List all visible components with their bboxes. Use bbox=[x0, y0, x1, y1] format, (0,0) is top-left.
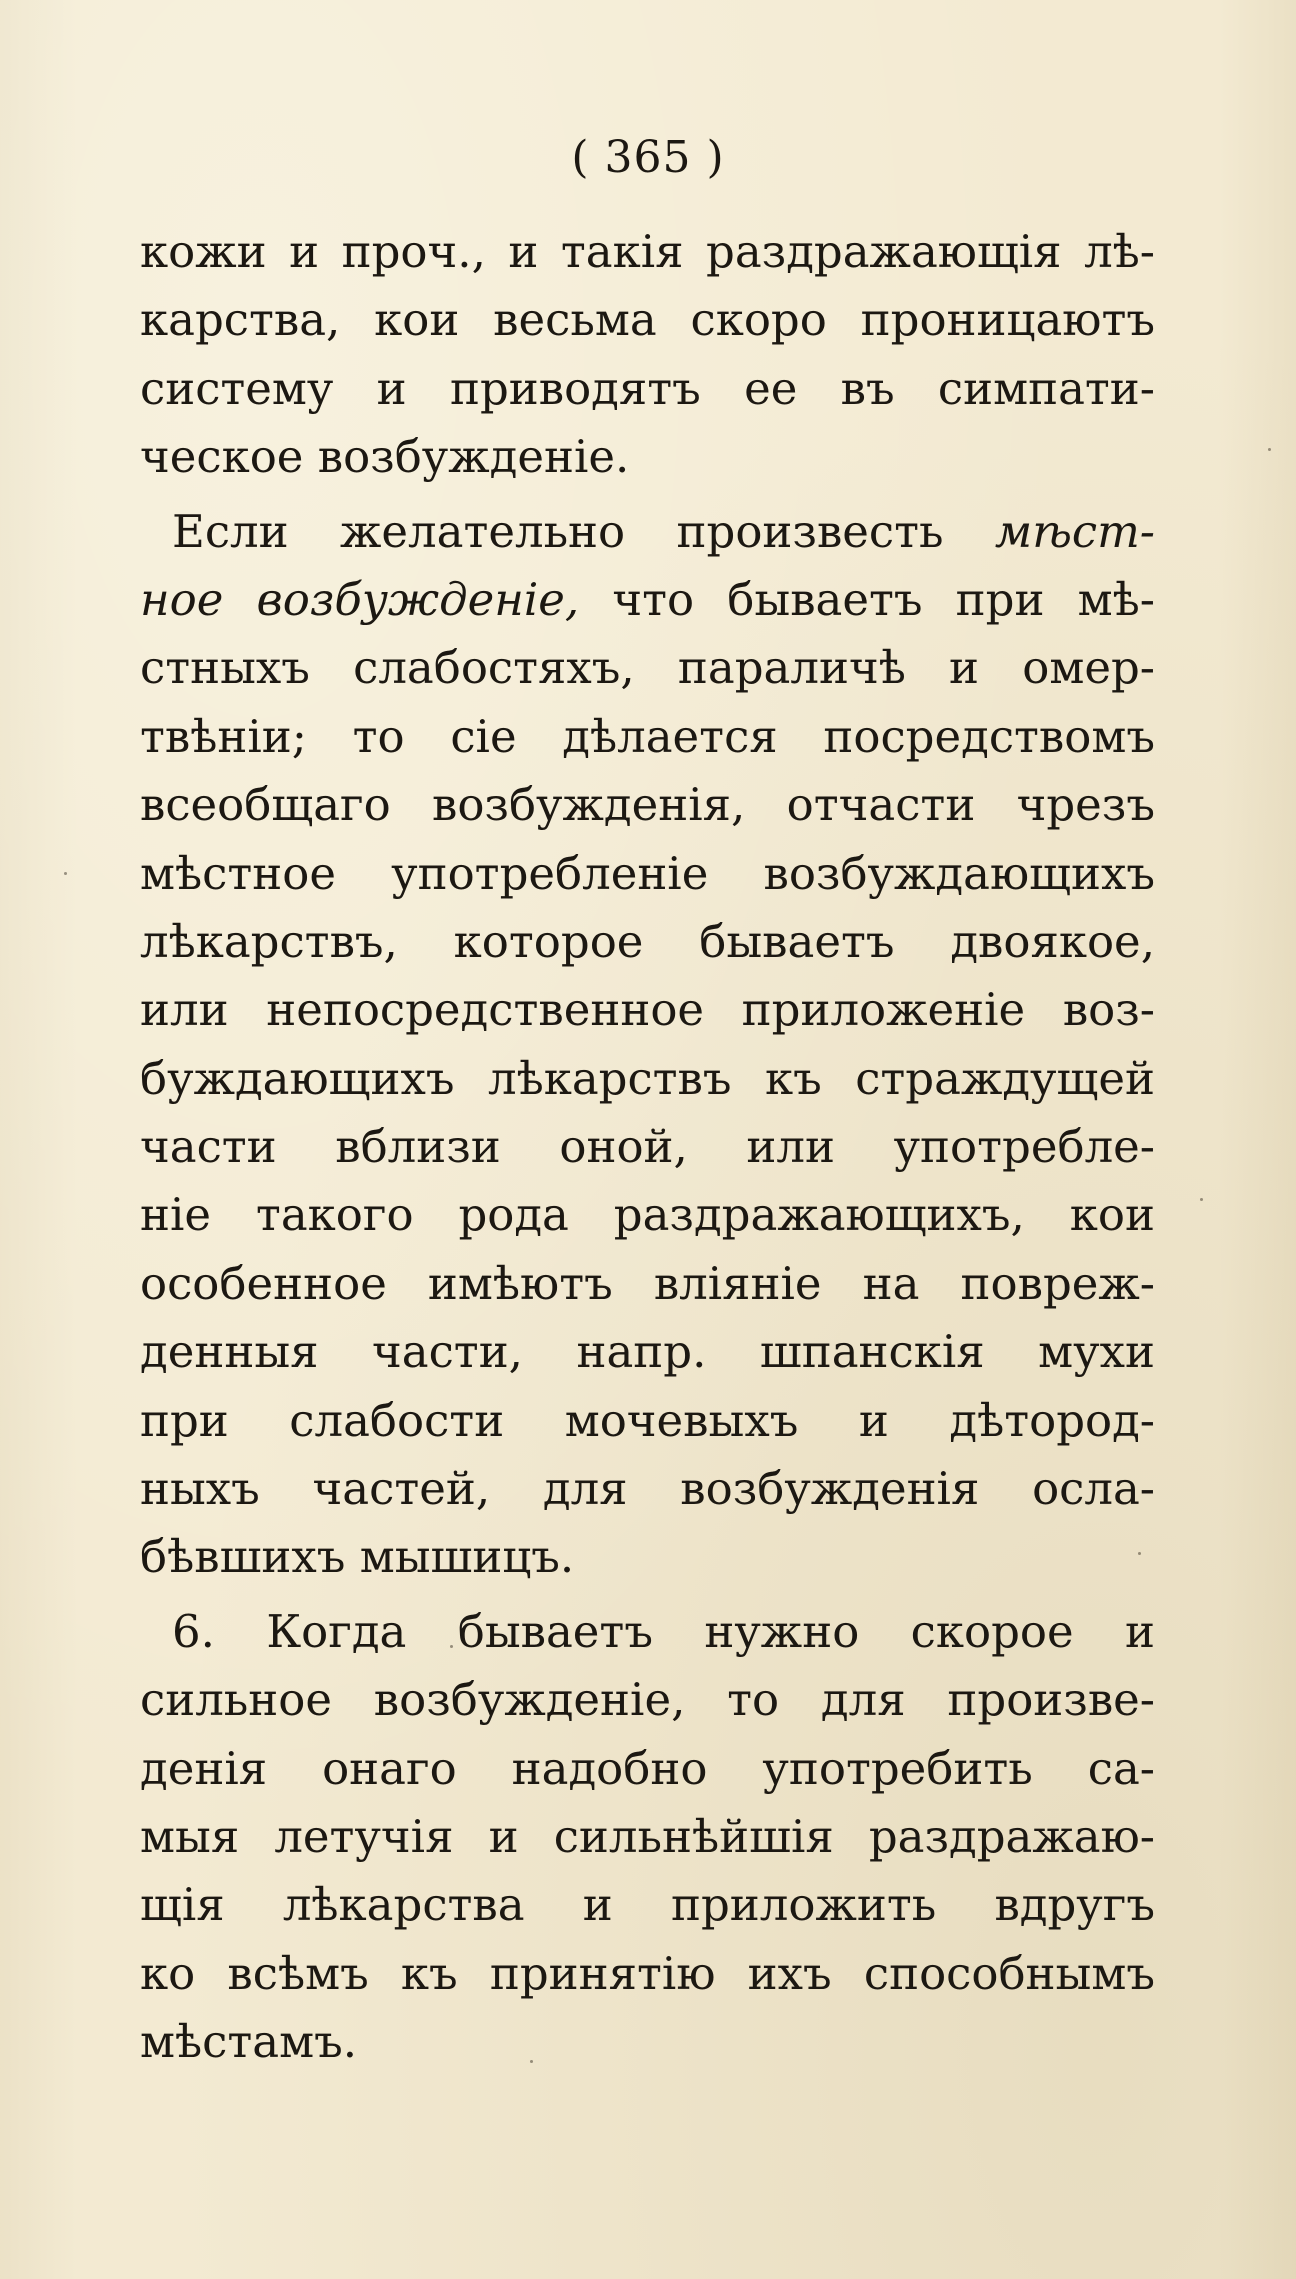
text-line bbox=[140, 976, 1155, 1044]
text-segment: что бываетъ при мѣ- bbox=[579, 572, 1155, 626]
text-segment: карства, кои весьма скоро проницаютъ bbox=[140, 293, 1155, 347]
text-line bbox=[140, 566, 1155, 634]
text-line bbox=[140, 1598, 1155, 1666]
text-line bbox=[140, 771, 1155, 839]
text-line bbox=[140, 423, 1155, 491]
text-segment: лѣкарствъ, которое бываетъ двоякое, bbox=[140, 914, 1155, 968]
text-line bbox=[140, 634, 1155, 702]
text-segment: мѣстамъ. bbox=[140, 2015, 358, 2069]
text-line bbox=[140, 1250, 1155, 1318]
text-segment: особенное имѣютъ вліяніе на повреж- bbox=[140, 1256, 1155, 1310]
text-line bbox=[140, 2008, 1155, 2076]
text-segment: всеобщаго возбужденія, отчасти чрезъ bbox=[140, 778, 1155, 832]
text-line bbox=[140, 703, 1155, 771]
text-segment: Если желательно произвесть bbox=[172, 504, 995, 558]
text-segment: мѣстное употребленіе возбуждающихъ bbox=[140, 846, 1155, 900]
text-segment: щія лѣкарства и приложить вдругъ bbox=[140, 1878, 1155, 1932]
text-segment: ко всѣмъ къ принятію ихъ способнымъ bbox=[140, 1946, 1155, 2000]
text-line bbox=[140, 286, 1155, 354]
text-line bbox=[140, 1523, 1155, 1591]
text-line bbox=[140, 1666, 1155, 1734]
text-segment: ческое возбужденіе. bbox=[140, 430, 630, 484]
paper-speck bbox=[64, 872, 67, 875]
text-segment: твѣніи; то сіе дѣлается посредствомъ bbox=[140, 709, 1155, 763]
text-line bbox=[140, 1735, 1155, 1803]
italic-text: мѣст- bbox=[994, 504, 1155, 558]
text-segment: сильное возбужденіе, то для произве- bbox=[140, 1673, 1155, 1727]
text-segment: кожи и проч., и такія раздражающія лѣ- bbox=[140, 225, 1155, 278]
page-number: ( 365 ) bbox=[571, 132, 725, 183]
text-segment: буждающихъ лѣкарствъ къ страждущей bbox=[140, 1051, 1155, 1105]
text-segment: мыя летучія и сильнѣйшія раздражаю- bbox=[140, 1809, 1155, 1863]
text-segment: стныхъ слабостяхъ, параличѣ и омер- bbox=[140, 641, 1155, 695]
text-segment: ныхъ частей, для возбужденія осла- bbox=[140, 1462, 1155, 1516]
paper-speck bbox=[530, 2060, 533, 2063]
text-line bbox=[140, 218, 1155, 286]
paper-speck bbox=[1138, 1552, 1141, 1555]
text-line bbox=[140, 1940, 1155, 2008]
text-line bbox=[140, 1318, 1155, 1386]
text-line bbox=[140, 908, 1155, 976]
paper-speck bbox=[1268, 448, 1271, 451]
text-segment: бѣвшихъ мышицъ. bbox=[140, 1530, 575, 1584]
text-segment: или непосредственное приложеніе воз- bbox=[140, 983, 1155, 1037]
text-line bbox=[140, 355, 1155, 423]
text-line bbox=[140, 1113, 1155, 1181]
italic-text: ное возбужденіе, bbox=[140, 572, 580, 626]
text-segment: при слабости мочевыхъ и дѣтород- bbox=[140, 1393, 1155, 1447]
text-segment: денныя части, напр. шпанскія мухи bbox=[140, 1325, 1155, 1379]
text-segment: денія онаго надобно употребить са- bbox=[140, 1741, 1155, 1795]
text-segment: систему и приводятъ ее въ симпати- bbox=[140, 361, 1155, 415]
text-line bbox=[140, 1045, 1155, 1113]
text-line bbox=[140, 498, 1155, 566]
text-segment: 6. Когда бываетъ нужно скорое и bbox=[172, 1604, 1155, 1658]
paper-speck bbox=[1200, 1198, 1203, 1201]
text-line bbox=[140, 1455, 1155, 1523]
text-line bbox=[140, 1387, 1155, 1455]
text-line bbox=[140, 1803, 1155, 1871]
text-line bbox=[140, 840, 1155, 908]
text-segment: части вблизи оной, или употребле- bbox=[140, 1120, 1155, 1174]
paper-speck bbox=[450, 1645, 453, 1648]
text-line bbox=[140, 1181, 1155, 1249]
text-line bbox=[140, 1871, 1155, 1939]
text-segment: ніе такого рода раздражающихъ, кои bbox=[140, 1188, 1155, 1242]
body-text bbox=[140, 218, 1155, 2077]
